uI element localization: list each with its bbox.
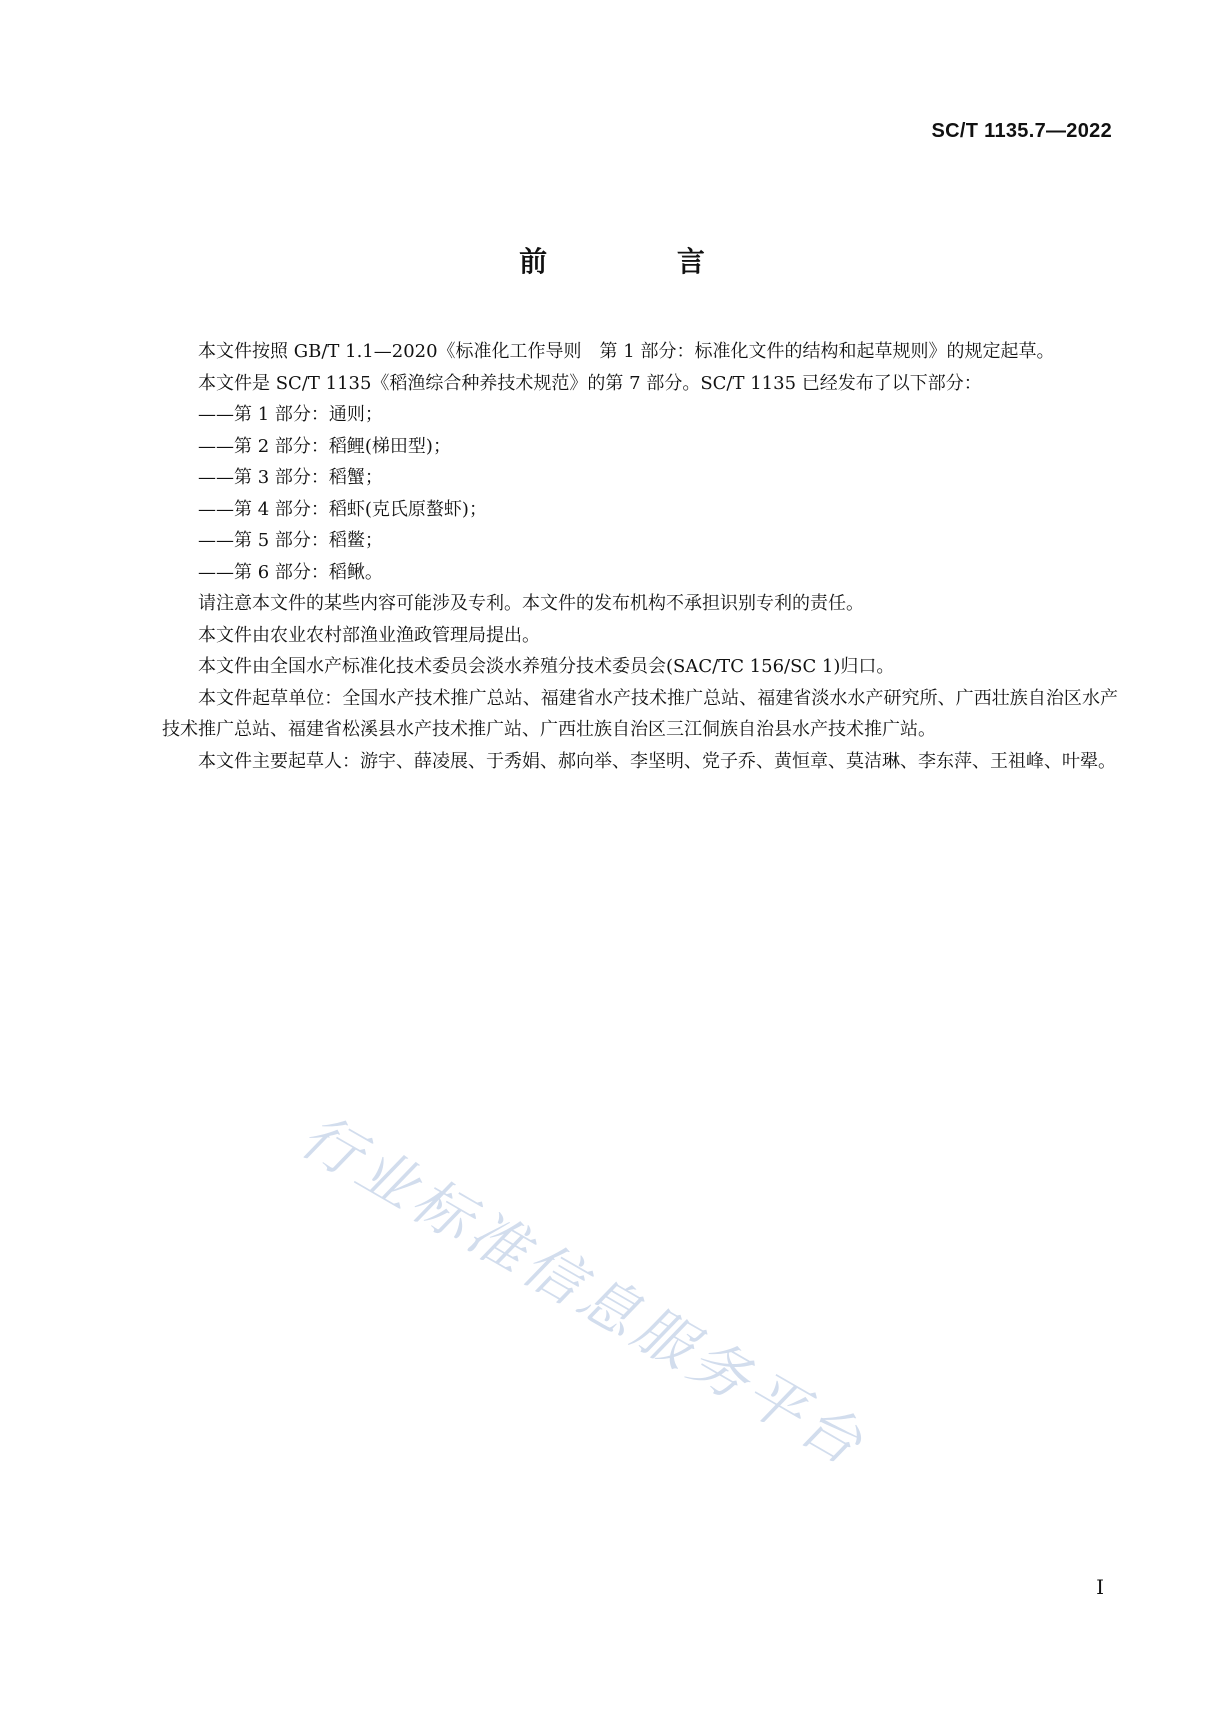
standard-number: SC/T 1135.7—2022	[931, 120, 1112, 142]
page-number: I	[1096, 1575, 1104, 1599]
paragraph-drafting-rules: 本文件按照 GB/T 1.1—2020《标准化工作导则 第 1 部分：标准化文件的结构和起草规则》的规定起草。	[198, 341, 1055, 362]
paragraph-patent-notice: 请注意本文件的某些内容可能涉及专利。本文件的发布机构不承担识别专利的责任。	[198, 593, 864, 614]
list-item-part-5: ——第 5 部分：稻鳖；	[198, 530, 383, 551]
paragraph-administrator: 本文件由全国水产标准化技术委员会淡水养殖分技术委员会(SAC/TC 156/SC 1)归口。	[198, 656, 895, 677]
paragraph-proposer: 本文件由农业农村部渔业渔政管理局提出。	[198, 624, 540, 646]
paragraph-drafters: 本文件主要起草人：游宇、薛凌展、于秀娟、郝向举、李坚明、党子乔、黄恒章、莫洁琳、李东萍、王祖峰、叶翚。	[198, 750, 1116, 772]
page-title: 前 言	[519, 245, 765, 278]
paragraph-drafting-units: 本文件起草单位：全国水产技术推广总站、福建省水产技术推广总站、福建省淡水水产研究所、广西壮族自治区水产技术推广总站、福建省松溪县水产技术推广站、广西壮族自治区三江侗族自治县水产技术推广站。	[162, 687, 1118, 740]
list-item-part-6: ——第 6 部分：稻鳅。	[198, 561, 383, 583]
list-item-part-2: ——第 2 部分：稻鲤(梯田型)；	[198, 435, 451, 457]
list-item-part-1: ——第 1 部分：通则；	[198, 404, 383, 425]
foreword-body	[162, 336, 1118, 777]
paragraph-part-intro: 本文件是 SC/T 1135《稻渔综合种养技术规范》的第 7 部分。SC/T 1135 已经发布了以下部分：	[198, 372, 982, 394]
watermark: 行业标准信息服务平台	[289, 1101, 878, 1481]
list-item-part-4: ——第 4 部分：稻虾(克氏原螯虾)；	[198, 498, 487, 520]
list-item-part-3: ——第 3 部分：稻蟹；	[198, 467, 383, 488]
